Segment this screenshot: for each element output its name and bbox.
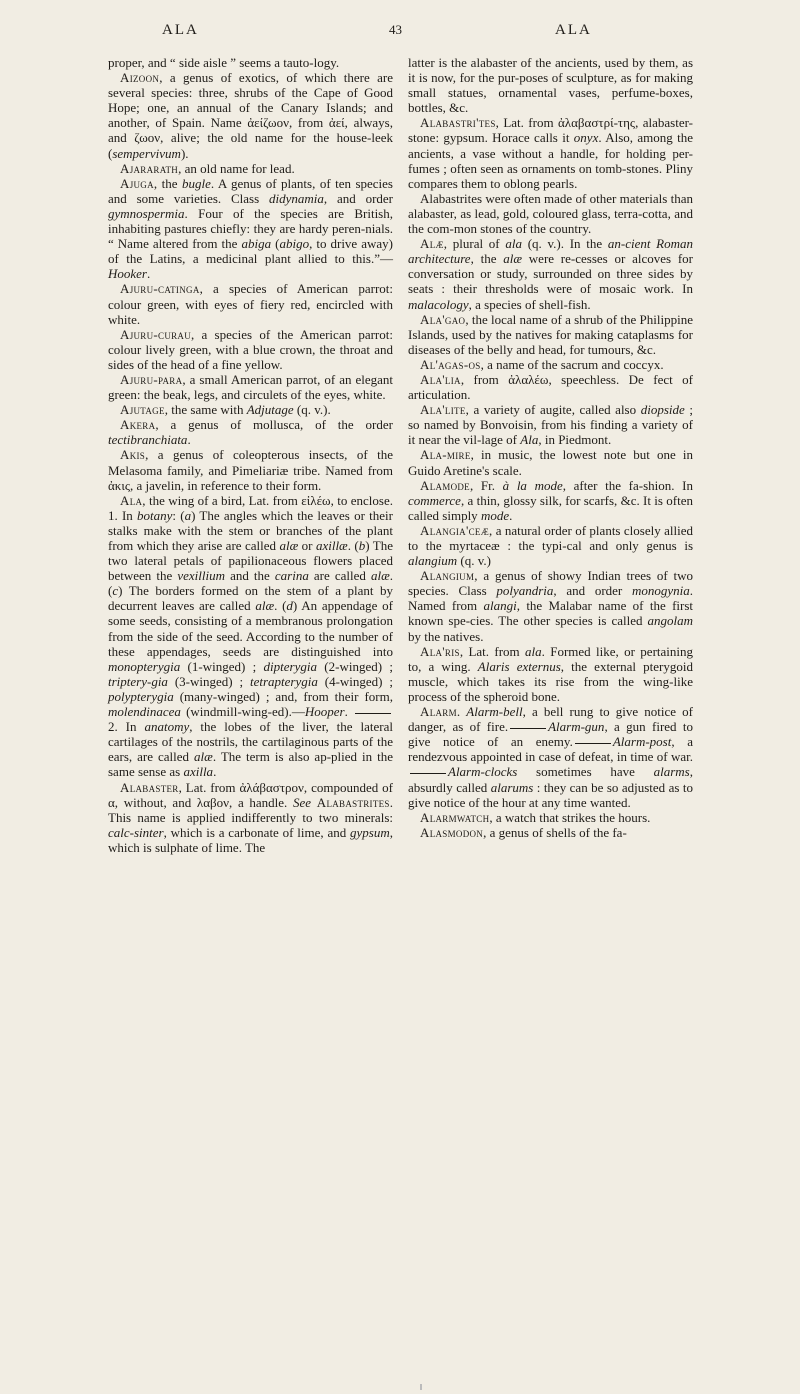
entry-text: , in Piedmont. xyxy=(538,432,612,448)
italic-text: alangium xyxy=(408,553,458,569)
entry-text: : they can be so adjusted as to give notice of the hour at any time wanted. xyxy=(408,779,693,810)
entry-text: , a rendezvous appointed in case of defeat, in time of war. xyxy=(408,734,693,765)
entry-text: . A genus of plants, of ten species and some varieties. Class xyxy=(108,175,393,206)
entry-text: (q. v.). In the xyxy=(521,236,608,252)
italic-text: abigo xyxy=(279,236,310,252)
entry-text: , a species of shell-fish. xyxy=(468,296,591,312)
entry-text: , a genus of exotics, of which there are several species: three, shrubs of the Cape of Good Hope; one, an annual of the Canary Islands; and another, of Spain. Name ἀείζωον, from ἀεί, always, and ζωον, alive; the old name for the house-leek ( xyxy=(108,70,393,161)
entry-text: , a natural order of plants closely allied to the myrtaceæ : the typi-cal and only genus is xyxy=(408,522,693,553)
entry-text: . xyxy=(147,266,151,282)
headword: Alangia'ceæ xyxy=(420,522,490,538)
italic-text: botany xyxy=(137,507,173,523)
headword: Ajutage xyxy=(120,402,165,418)
dictionary-entry xyxy=(108,417,393,447)
headword: Ala'ris xyxy=(420,643,460,659)
italic-text: c xyxy=(112,583,119,599)
entry-text: and the xyxy=(225,568,275,584)
entry-text: . xyxy=(344,704,353,720)
entry-text: , the lobes of the liver, the lateral cartilages of the nostrils, the cartilaginous parts of the ears, are called xyxy=(108,719,393,765)
italic-text: gymnospermia xyxy=(108,205,185,221)
italic-text: gypsum xyxy=(350,824,390,840)
dash-rule xyxy=(510,728,546,729)
dictionary-entry xyxy=(408,523,693,568)
italic-text: polypterygia xyxy=(108,688,174,704)
italic-text: bugle xyxy=(181,175,211,191)
headword: Ala xyxy=(120,492,143,508)
dictionary-entry xyxy=(408,191,693,236)
entry-text: . xyxy=(456,704,467,720)
entry-text: , the local name of a shrub of the Philippine Islands, used by the natives for making cataplasms for diseases of the belly and head, for tumours, &c. xyxy=(408,311,693,357)
entry-text: . ( xyxy=(108,568,393,599)
italic-text: See xyxy=(293,794,312,810)
entry-text: . This name is applied indifferently to two minerals: xyxy=(108,794,393,825)
entry-text: . xyxy=(509,507,513,523)
italic-text: monopterygia xyxy=(108,658,181,674)
italic-text: molendinacea xyxy=(108,704,181,720)
entry-text: , a watch that strikes the hours. xyxy=(489,809,651,825)
italic-text: alæ xyxy=(279,538,299,553)
entry-text: . ( xyxy=(274,598,287,614)
headword: Ala'lia xyxy=(420,371,461,387)
dictionary-entry xyxy=(408,55,693,115)
entry-text: , the external pterygoid muscle, which takes its rise from the wing-like process of the spheroid bone. xyxy=(408,658,693,704)
italic-text: tetrapterygia xyxy=(249,673,318,689)
dictionary-entry xyxy=(108,281,393,326)
entry-text: ( xyxy=(271,236,280,252)
entry-text: , a bell rung to give notice of danger, as of fire. xyxy=(408,704,693,735)
right-column xyxy=(408,55,693,840)
dictionary-entry xyxy=(108,372,393,402)
italic-text: malacology xyxy=(408,296,469,312)
entry-text: , a species of American parrot: colour green, with eyes of fiery red, encircled with white. xyxy=(108,281,393,327)
headword: Ajuru-curau xyxy=(120,326,192,342)
italic-text: b xyxy=(358,538,366,553)
italic-text: calc-sinter xyxy=(108,824,164,840)
entry-text: (q. v.) xyxy=(457,553,491,569)
entry-text: , in music, the lowest note but one in Guido Aretine's scale. xyxy=(408,447,693,478)
dictionary-entry xyxy=(108,780,393,855)
italic-text: alæ xyxy=(503,251,523,267)
headword: Ajuru-catinga xyxy=(120,281,200,297)
italic-text: dipterygia xyxy=(263,658,317,674)
headword: Ala'lite xyxy=(420,402,466,418)
dictionary-entry xyxy=(408,312,693,357)
entry-text: proper, and “ side aisle ” seems a tauto-logy. xyxy=(108,55,340,70)
dictionary-entry xyxy=(408,357,693,372)
entry-text: (q. v.). xyxy=(293,402,331,418)
italic-text: Hooker xyxy=(108,266,147,282)
entry-text: ; so named by Bonvoisin, from his finding a variety of it near the vil-lage of xyxy=(408,402,693,448)
entry-text: 2. In xyxy=(108,719,145,735)
entry-text: , a genus of showy Indian trees of two species. Class xyxy=(408,568,693,599)
entry-text: , to drive away) of the Latins, a medicinal plant allied to this.”— xyxy=(108,236,393,267)
entry-text: , a genus of shells of the fa- xyxy=(483,824,627,840)
entry-text: , and order xyxy=(323,190,394,206)
entry-text: , and order xyxy=(553,583,632,599)
entry-text: . Named from xyxy=(408,583,693,614)
entry-text: , absurdly called xyxy=(408,764,693,795)
italic-text: alarms xyxy=(653,764,690,780)
italic-text: Ala xyxy=(520,432,539,448)
italic-text: alæ xyxy=(194,749,213,765)
entry-text: or xyxy=(298,538,316,553)
entry-text: , an old name for lead. xyxy=(178,160,295,176)
italic-text: Alarm-clocks xyxy=(448,764,518,780)
entry-text: , a gun fired to give notice of an enemy. xyxy=(408,719,694,750)
entry-text: (1-winged) ; xyxy=(180,658,264,674)
headword: Alæ xyxy=(420,236,444,252)
dictionary-entry xyxy=(108,402,393,417)
entry-text: . Formed like, or pertaining to, a wing. xyxy=(408,643,694,674)
italic-text: diopside xyxy=(640,402,685,418)
dictionary-entry xyxy=(408,478,693,523)
entry-text: by the natives. xyxy=(408,628,484,644)
entry-text: (2-winged) ; xyxy=(316,658,393,674)
italic-text: alangi xyxy=(483,598,517,614)
entry-text: , the wing of a bird, Lat. from εἰλέω, to enclose. 1. In xyxy=(108,492,393,523)
entry-text: . Also, among the ancients, a vase without a handle, for holding per-fumes ; often seen as ornaments on tomb-stones. Pliny compares them to oblong pearls. xyxy=(408,130,693,191)
dictionary-entry xyxy=(108,161,393,176)
italic-text: alæ xyxy=(370,568,390,584)
italic-text: Hooper xyxy=(304,704,345,720)
entry-text: , which is a carbonate of lime, and xyxy=(163,824,351,840)
italic-text: ala xyxy=(505,236,522,252)
headword: Aizoon xyxy=(120,70,160,86)
entry-text: (3-winged) ; xyxy=(167,673,250,689)
entry-text: : ( xyxy=(172,507,185,523)
entry-text: , a small American parrot, of an elegant green: the beak, legs, and circulets of the eyes, white. xyxy=(108,371,393,403)
entry-text: . The term is also ap-plied in the same sense as xyxy=(108,749,393,780)
entry-text: , the xyxy=(470,251,504,267)
italic-text: anatomy xyxy=(144,719,190,735)
entry-text: , Lat. from xyxy=(459,643,525,659)
dictionary-entry xyxy=(408,372,693,402)
dictionary-entry xyxy=(108,70,393,161)
headword: Al'agas-os xyxy=(420,356,481,372)
entry-text: were re-cesses or alcoves for conversation or study, surrounded on three sides by seats : their thresholds were of mosaic work. In xyxy=(408,251,693,297)
italic-text: alarums xyxy=(490,779,534,795)
page-number: 43 xyxy=(389,22,402,37)
entry-text: , after the fa-shion. In xyxy=(562,477,694,493)
dictionary-entry xyxy=(408,447,693,477)
dictionary-entry xyxy=(408,236,693,311)
headword: Ala-mire xyxy=(420,447,471,463)
italic-text: an-cient Roman architecture xyxy=(408,236,693,267)
dictionary-entry xyxy=(408,825,693,840)
headword: Ajararath xyxy=(120,160,179,176)
entry-text: , the same with xyxy=(164,402,247,418)
entry-text: ) The borders formed on the stem of a plant by decurrent leaves are called xyxy=(108,583,393,614)
entry-text: . ( xyxy=(347,538,359,553)
dash-rule xyxy=(410,773,446,774)
headword: Alarmwatch xyxy=(420,809,490,825)
dictionary-entry xyxy=(408,115,693,190)
dictionary-entry xyxy=(108,447,393,492)
entry-text: , the Malabar name of the first known spe-cies. The other species is called xyxy=(408,598,694,629)
italic-text: Alarm-gun xyxy=(548,719,605,735)
italic-text: Alarm-post xyxy=(612,734,672,750)
dash-rule xyxy=(575,743,611,744)
entry-text: sometimes have xyxy=(517,764,654,780)
entry-text: , a thin, glossy silk, for scarfs, &c. It is often called simply xyxy=(408,492,693,523)
entry-text: Alabastrites were often made of other materials than alabaster, as lead, gold, coloured glass, terra-cotta, and the com-mon stones of the country. xyxy=(408,190,693,237)
left-column xyxy=(108,55,393,855)
running-header xyxy=(0,22,800,52)
entry-text: , Fr. xyxy=(469,477,503,493)
headword: Alasmodon xyxy=(420,824,484,840)
entry-text: ). xyxy=(180,145,189,161)
headword: Alangium xyxy=(420,568,475,584)
margin-mark xyxy=(420,1384,422,1390)
italic-text: ala xyxy=(525,643,542,659)
dictionary-entry xyxy=(408,704,693,810)
headword: Ajuga xyxy=(120,175,154,191)
entry-text: . Four of the species are British, inhabiting pastures chiefly: they are hardy peren-nials. “ Name altered from the xyxy=(108,205,393,252)
headword: Ajuru-para xyxy=(120,371,183,387)
entry-text: ) An appendage of some seeds, consisting of a membranous prolongation from the side of the seed. According to the number of these appendages, seeds are distinguished into xyxy=(108,598,393,659)
italic-text: a xyxy=(184,507,192,523)
running-head-left: ALA xyxy=(162,22,199,38)
dictionary-entry xyxy=(408,568,693,643)
entry-text: . xyxy=(187,432,191,448)
headword: Ala'gao xyxy=(420,311,466,327)
headword: Alamode xyxy=(420,477,470,493)
italic-text: sempervivum xyxy=(112,145,181,161)
italic-text: Adjutage xyxy=(246,402,294,418)
italic-text: polyandria xyxy=(496,583,554,599)
running-head-right: ALA xyxy=(555,22,592,38)
entry-text: , from ἀλαλέω, speechless. De fect of articulation. xyxy=(408,371,693,403)
italic-text: abiga xyxy=(241,236,272,252)
dictionary-entry xyxy=(108,327,393,372)
entry-text: , which is sulphate of lime. The xyxy=(108,824,393,855)
dictionary-entry xyxy=(408,402,693,447)
entry-text: , Lat. from ἀλαβαστρί-της, alabaster-stone: gypsum. Horace calls it xyxy=(408,115,693,146)
entry-text: latter is the alabaster of the ancients, used by them, as it is now, for the pur-poses of sculpture, as for making small statues, ornamental vases, perfume-boxes, bottles, &c. xyxy=(408,55,693,116)
headword: Alabastri'tes xyxy=(420,115,496,131)
headword: Akera xyxy=(120,417,156,433)
italic-text: triptery-gia xyxy=(108,673,168,689)
italic-text: tectibranchiata xyxy=(108,432,188,448)
dictionary-entry xyxy=(408,644,693,704)
entry-text: ) The two lateral petals of papilionaceous flowers placed between the xyxy=(108,538,393,584)
dictionary-entry xyxy=(108,176,393,282)
italic-text: mode xyxy=(480,507,510,523)
italic-text: d xyxy=(286,598,293,614)
italic-text: didynamia xyxy=(269,190,324,206)
headword: Alarm xyxy=(420,704,457,720)
dictionary-entry xyxy=(108,55,393,70)
italic-text: onyx xyxy=(573,130,599,146)
italic-text: vexillium xyxy=(177,568,225,584)
italic-text: alæ xyxy=(255,598,275,614)
entry-text: , a name of the sacrum and coccyx. xyxy=(480,356,664,372)
entry-text: (4-winged) ; xyxy=(317,673,393,689)
italic-text: Alarm-bell xyxy=(466,704,523,720)
dictionary-entry xyxy=(408,810,693,825)
entry-text: , a genus of mollusca, of the order xyxy=(155,417,393,433)
italic-text: Alaris externus xyxy=(477,658,561,674)
entry-text: , a genus of coleopterous insects, of the Melasoma family, and Pimeliariæ tribe. Named from ἀκις, a javelin, in reference to their form. xyxy=(108,447,393,493)
dictionary-entry xyxy=(108,493,393,780)
headword: Alabaster xyxy=(120,779,179,795)
entry-text: (windmill-wing-ed).— xyxy=(180,704,305,720)
headword: Alabastrites xyxy=(316,794,390,810)
italic-text: à la mode xyxy=(502,477,563,493)
entry-text: ) The angles which the leaves or their stalks make with the stem or branches of the plant from which they arise are called xyxy=(108,507,393,553)
italic-text: axillæ xyxy=(315,538,348,553)
italic-text: commerce xyxy=(408,492,461,508)
entry-text: (many-winged) ; and, from their form, xyxy=(173,688,393,704)
italic-text: monogynia xyxy=(631,583,690,599)
entry-text: , a species of the American parrot: colour lively green, with a blue crown, the throat and sides of the head of a fine yellow. xyxy=(108,326,393,372)
entry-text: . xyxy=(213,764,217,780)
italic-text: carina xyxy=(274,568,309,584)
italic-text: axilla xyxy=(183,764,214,780)
entry-text: , a variety of augite, called also xyxy=(465,402,641,418)
entry-text: , Lat. from ἀλάβαστρον, compounded of α, without, and λαβον, a handle. xyxy=(108,779,393,810)
entry-text: , plural of xyxy=(443,236,506,252)
entry-text: , the xyxy=(153,175,182,191)
italic-text: angolam xyxy=(647,613,693,629)
headword: Akis xyxy=(120,447,146,463)
entry-text: are called xyxy=(308,568,371,584)
dash-rule xyxy=(355,713,391,714)
